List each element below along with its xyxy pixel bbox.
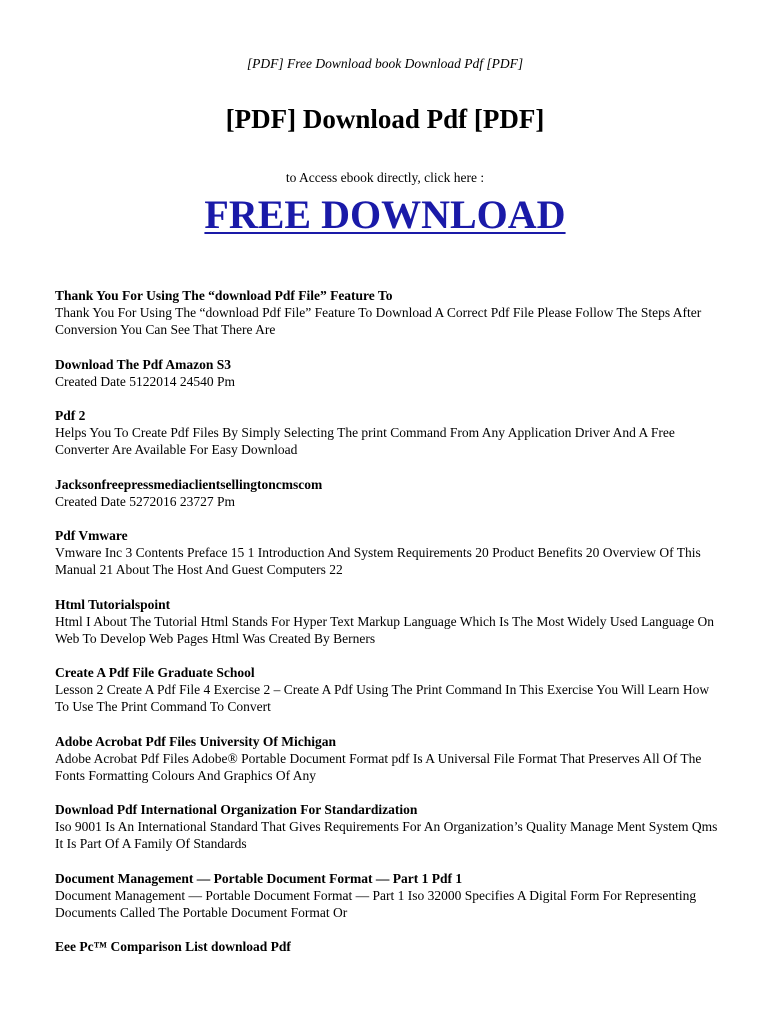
entry-description: Lesson 2 Create A Pdf File 4 Exercise 2 – Create A Pdf Using The Print Command In This Exercise You Will Learn How To Use The Print Command To Convert <box>55 682 710 714</box>
free-download-link[interactable]: FREE DOWNLOAD <box>204 192 566 237</box>
entry-title: Thank You For Using The “download Pdf File” Feature To <box>55 288 393 303</box>
access-instruction: to Access ebook directly, click here : <box>285 170 485 185</box>
entry-description: Html I About The Tutorial Html Stands For Hyper Text Markup Language Which Is The Most Widely Used Language On Web To Develop Web Pages Html Was Created By Berners <box>55 613 715 646</box>
list-item <box>55 938 725 955</box>
list-item <box>55 527 725 578</box>
entry-title: Jacksonfreepressmediaclientsellingtoncmscom <box>55 476 323 492</box>
entry-title: Adobe Acrobat Pdf Files University Of Michigan <box>55 733 336 749</box>
entry-title: Html Tutorialspoint <box>55 596 171 612</box>
header-line: [PDF] Free Download book Download Pdf [PDF] <box>246 56 524 71</box>
entry-description: Thank You For Using The “download Pdf File” Feature To Download A Correct Pdf File Please Follow The Steps After Conversion You Can See That There Are <box>55 305 702 337</box>
entry-title: Create A Pdf File Graduate School <box>55 665 255 680</box>
entry-description: Document Management — Portable Document Format — Part 1 Iso 32000 Specifies A Digital Form For Representing Documents Called The Portable Document Format Or <box>55 887 697 920</box>
entry-title: Pdf Vmware <box>55 528 128 543</box>
list-item <box>55 733 725 784</box>
entry-title: Eee Pc™ Comparison List download Pdf <box>55 939 291 954</box>
entry-description: Iso 9001 Is An International Standard That Gives Requirements For An Organization’s Quality Manage Ment System Qms It Is Part Of A Family Of Standards <box>55 819 718 851</box>
list-item <box>55 870 725 921</box>
entry-title: Download The Pdf Amazon S3 <box>55 356 232 372</box>
list-item <box>55 476 725 510</box>
entry-description: Vmware Inc 3 Contents Preface 15 1 Introduction And System Requirements 20 Product Benefits 20 Overview Of This Manual 21 About The Host And Guest Computers 22 <box>55 545 701 577</box>
entry-description: Created Date 5122014 24540 Pm <box>55 373 235 389</box>
list-item <box>55 664 725 715</box>
entry-list <box>55 287 725 973</box>
list-item <box>55 801 725 852</box>
entry-title: Document Management — Portable Document Format — Part 1 Pdf 1 <box>55 870 463 886</box>
list-item <box>55 287 725 338</box>
entry-title: Download Pdf International Organization For Standardization <box>55 802 418 817</box>
list-item <box>55 596 725 647</box>
entry-description: Adobe Acrobat Pdf Files Adobe® Portable Document Format pdf Is A Universal File Format That Preserves All Of The Fonts Formatting Colours And Graphics Of Any <box>55 750 702 783</box>
page-title: [PDF] Download Pdf [PDF] <box>225 104 545 134</box>
list-item <box>55 407 725 458</box>
entry-title: Pdf 2 <box>55 408 86 423</box>
list-item <box>55 356 725 390</box>
entry-description: Created Date 5272016 23727 Pm <box>55 493 235 509</box>
entry-description: Helps You To Create Pdf Files By Simply Selecting The print Command From Any Application Driver And A Free Converter Are Available For Easy Download <box>55 425 675 457</box>
